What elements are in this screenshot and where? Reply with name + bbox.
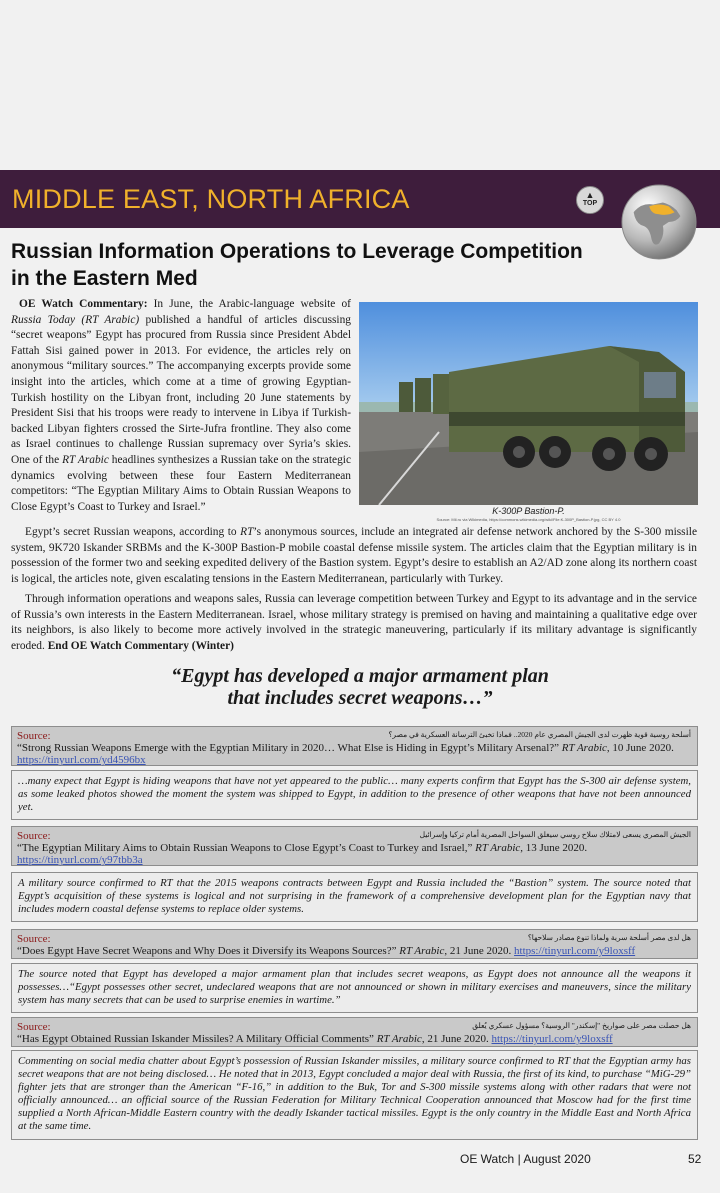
source-citation-2: Source: الجيش المصري يسعى لامتلاك سلاح روسي سيغلق السواحل المصرية أمام تركيا وإسرائيل “The Egyptian Military Aims to Obtain Russian Weapons to Close Egypt’s Coast to Turkey and Israel,” RT Arabic, 13 June 2020. https://tinyurl.com/y97tbb3a (11, 826, 698, 866)
source-citation-4: Source: هل حصلت مصر على صواريخ "إسكندر" الروسية؟ مسؤول عسكري يُعلق “Has Egypt Obtained Russian Iskander Missiles? A Military Official Comments” RT Arabic, 21 June 2020. https://tinyurl.com/y9loxsff (11, 1017, 698, 1047)
source-excerpt-2: A military source confirmed to RT that the 2015 weapons contracts between Egypt and Russia included the “Bastion” system. The source noted that Egypt’s acquisition of these systems is logical and not surprising in the framework of a comprehensive development plan for the Egyptian navy that includes modern coastal defense systems to replace older systems. (11, 872, 698, 922)
section-banner (0, 170, 720, 228)
source-link-3[interactable]: https://tinyurl.com/y9loxsff (514, 945, 636, 957)
back-to-top-button[interactable] (576, 186, 604, 214)
source-citation-1: Source: أسلحة روسية قوية ظهرت لدى الجيش المصري عام 2020.. فماذا تخبئ الترسانة العسكرية في مصر؟ “Strong Russian Weapons Emerge with the Egyptian Military in 2020… What Else is Hiding in Egypt’s Military Arsenal?” RT Arabic, 10 June 2020. https://tinyurl.com/yd4596bx (11, 726, 698, 766)
article-headline: Russian Information Operations to Leverage Competition in the Eastern Med (11, 240, 583, 290)
source-link-1[interactable]: https://tinyurl.com/yd4596bx (17, 754, 146, 766)
top-label: TOP (582, 200, 598, 207)
intro-paragraph: OE Watch Commentary: In June, the Arabic-language website of Russia Today (RT Arabic) published a handful of articles discussing “secret weapons” Egypt has procured from Russia since President Abdel Fattah Sisi gained power in 2013. For evidence, the articles rely on anonymous “military sources.” The accompanying excerpts provide some insight into the articles, which come at a time of growing Egyptian-Turkish hostility on the Libyan front, including 20 June statements by President Sisi that his troops were ready to intervene in Libya if Turkish-backed Libyan fighters crossed the Sirte-Jufra frontline. They also come as Israel continues to challenge Russian supremacy over Syria’s skies. One of the RT Arabic headlines synthesizes a Russian take on the strategic dynamics evolving between these four Eastern Mediterranean competitors: “The Egyptian Military Aims to Obtain Russian Weapons to Close Egypt’s Coast to Turkey and Israel.” (11, 298, 351, 513)
globe-icon (620, 183, 698, 261)
source-excerpt-1: …many expect that Egypt is hiding weapons that have not yet appeared to the public… many experts confirm that Egypt has the S-300 air defense system, as some leaked photos showed the moment the system was shipped to Egypt, in addition to the presence of other weapons that have not been announced yet. (11, 770, 698, 820)
pull-quote: “Egypt has developed a major armament plan that includes secret weapons…” (171, 665, 549, 709)
footer-publication: OE Watch | August 2020 (460, 1152, 591, 1166)
section-title: MIDDLE EAST, NORTH AFRICA (12, 184, 410, 214)
missile-launcher-photo (359, 302, 698, 505)
body-paragraph-3: Through information operations and weapons sales, Russia can leverage competition between Turkey and Egypt to its advantage and in the service of Russia’s own interests in the Eastern Mediterranean. Israel, whose military strategy is premised on having and maintaining a qualitative edge over its neighbors, is also likely to become more actively involved in the strategic maneuvering, particularly if its military advantage is significantly eroded. End OE Watch Commentary (Winter) (11, 593, 697, 652)
source-excerpt-3: The source noted that Egypt has developed a major armament plan that includes secret weapons, as Egypt does not announce all the weapons it possesses…“Egypt possesses other secret, undeclared weapons that are not announced or shown in military exercises and maneuvers, since the military system has many secrets that can be used to surprise enemies in wartime.” (11, 963, 698, 1013)
photo-source: Source: Mil.ru via Wikimedia, https://commons.wikimedia.org/wiki/File:K-300P_Bastion-P.jpg, CC BY 4.0 (436, 517, 621, 522)
arrow-up-icon: ▲ (585, 190, 595, 200)
source-link-2[interactable]: https://tinyurl.com/y97tbb3a (17, 854, 143, 866)
source-excerpt-4: Commenting on social media chatter about Egypt’s possession of Russian Iskander missiles, a military source confirmed to RT that the Egyptian army has secret weapons that are not being disclosed… He noted that in 2013, Egypt concluded a major deal with Russia, the first of its kind, to purchase “MiG-29” fighter jets that are stronger than the American “F-16,” in addition to the Buk, Tor and S-300 missile systems along with other radars that were not officially announced… an official source of the Russian Federation for Military Technical Cooperation announced that Moscow had for the first time supplied a North African-Middle Eastern country with the deadly Iskander tactical missiles. Egypt is the only country in the Middle East and North Africa at the same time. (11, 1050, 698, 1140)
source-link-4[interactable]: https://tinyurl.com/y9loxsff (491, 1033, 613, 1045)
photo-caption: K-300P Bastion-P. (492, 506, 565, 516)
page-number: 52 (688, 1152, 702, 1166)
body-paragraph-2: Egypt’s secret Russian weapons, according to RT’s anonymous sources, include an integrated air defense network anchored by the S-300 missile system, 9K720 Iskander SRBMs and the K-300P Bastion-P mobile coastal defense missile system. The articles claim that the Egyptian military is in possession of the former two and seeking expedited delivery of the Bastion system. Egypt’s desire to establish an A2/AD zone along its northern coast is logical, the articles note, given escalating tensions in the Eastern Mediterranean, particularly with Turkey. (11, 526, 697, 585)
source-citation-3: Source: هل لدى مصر أسلحة سرية ولماذا تنوع مصادر سلاحها؟ “Does Egypt Have Secret Weapons and Why Does it Diversify its Weapons Sources?” RT Arabic, 21 June 2020. https://tinyurl.com/y9loxsff (11, 929, 698, 959)
